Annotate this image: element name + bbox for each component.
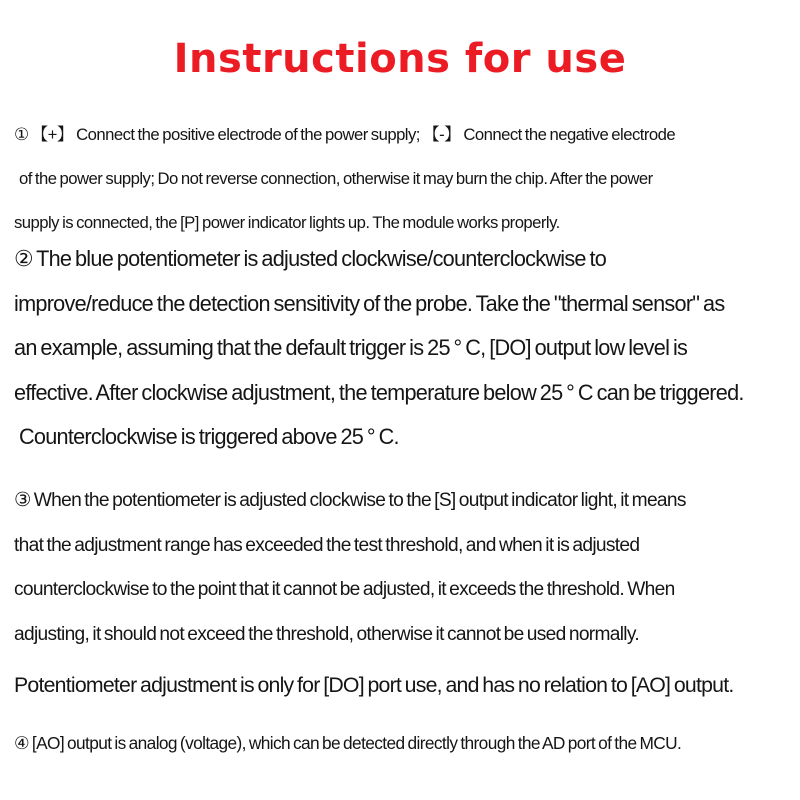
text-line: effective. After clockwise adjustment, the temperature below 25 ° C can be triggered.: [14, 379, 744, 405]
ao-output-paragraph: [14, 721, 790, 765]
threshold-paragraph: [14, 479, 790, 657]
text-line: an example, assuming that the default trigger is 25 ° C, [DO] output low level is: [14, 335, 688, 360]
text-line: ③ When the potentiometer is adjusted clockwise to the [S] output indicator light, it means: [14, 490, 686, 511]
text-line: counterclockwise to the point that it cannot be adjusted, it exceeds the threshold. When: [14, 579, 675, 600]
text-line: ② The blue potentiometer is adjusted clockwise/counterclockwise to: [14, 246, 607, 271]
text-line: that the adjustment range has exceeded the test threshold, and when it is adjusted: [14, 534, 640, 556]
power-connection-paragraph: [14, 113, 790, 245]
text-line: Potentiometer adjustment is only for [DO] port use, and has no relation to [AO] output.: [14, 673, 734, 697]
text-line: improve/reduce the detection sensitivity of the probe. Take the "thermal sensor" as: [14, 290, 725, 316]
sensitivity-paragraph: [14, 237, 790, 460]
text-line: supply is connected, the [P] power indicator lights up. The module works properly.: [14, 213, 560, 232]
page-title: Instructions for use: [173, 36, 627, 82]
text-line: adjusting, it should not exceed the threshold, otherwise it cannot be used normally.: [14, 623, 639, 645]
do-port-note: [14, 663, 790, 707]
text-line: of the power supply; Do not reverse connection, otherwise it may burn the chip. After the power: [18, 169, 653, 188]
text-line: Counterclockwise is triggered above 25 ° C.: [18, 424, 399, 449]
text-line: ④ [AO] output is analog (voltage), which can be detected directly through the AD port of the MCU.: [14, 733, 682, 753]
text-line: ① 【+】 Connect the positive electrode of the power supply; 【-】 Connect the negative electrode: [14, 125, 676, 144]
